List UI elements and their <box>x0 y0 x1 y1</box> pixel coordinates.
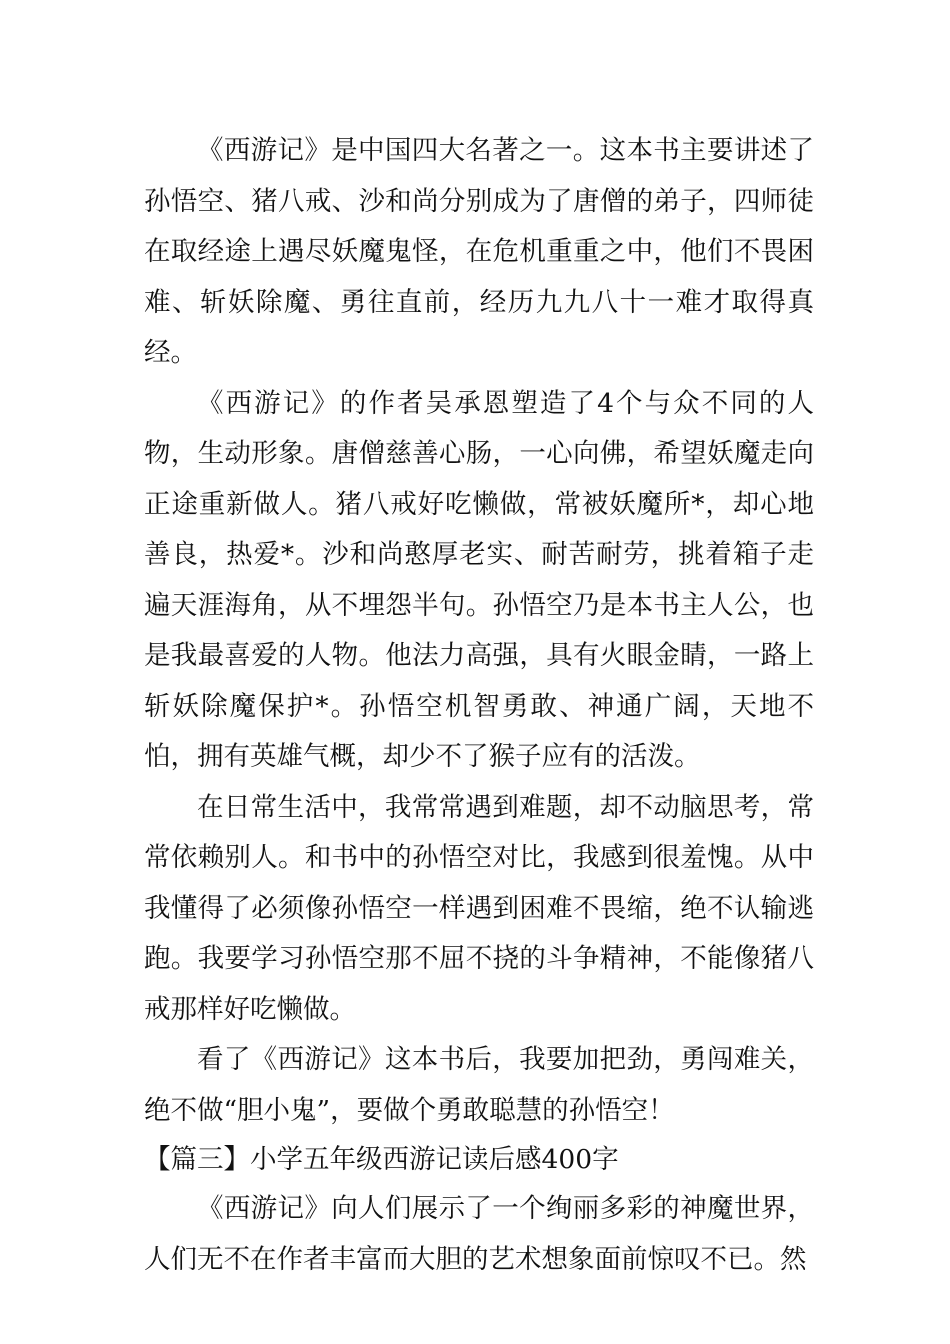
section-heading: 【篇三】小学五年级西游记读后感400字 <box>144 1144 619 1175</box>
paragraph-intro: 《西游记》是中国四大名著之一。这本书主要讲述了孙悟空、猪八戒、沙和尚分别成为了唐僧的弟子，四师徒在取经途上遇尽妖魔鬼怪，在危机重重之中，他们不畏困难、斩妖除魔、勇往直前，经历九九八十一难才取得真经。 <box>144 135 814 368</box>
paragraph-reflection: 在日常生活中，我常常遇到难题，却不动脑思考，常常依赖别人。和书中的孙悟空对比，我感到很羞愧。从中我懂得了必须像孙悟空一样遇到困难不畏缩，绝不认输逃跑。我要学习孙悟空那不屈不挠的斗争精神，不能像猪八戒那样好吃懒做。 <box>144 791 814 1025</box>
paragraph-section-three-start: 《西游记》向人们展示了一个绚丽多彩的神魔世界，人们无不在作者丰富而大胆的艺术想象面前惊叹不已。然 <box>144 1193 814 1275</box>
document-body <box>144 126 814 1285</box>
paragraph-conclusion: 看了《西游记》这本书后，我要加把劲，勇闯难关，绝不做“胆小鬼”，要做个勇敢聪慧的孙悟空！ <box>144 1044 814 1126</box>
paragraph-characters: 《西游记》的作者吴承恩塑造了4个与众不同的人物，生动形象。唐僧慈善心肠，一心向佛，希望妖魔走向正途重新做人。猪八戒好吃懒做，常被妖魔所*，却心地善良，热爱*。沙和尚憨厚老实、耐苦耐劳，挑着箱子走遍天涯海角，从不埋怨半句。孙悟空乃是本书主人公，也是我最喜爱的人物。他法力高强，具有火眼金睛，一路上斩妖除魔保护*。孙悟空机智勇敢、神通广阔，天地不怕，拥有英雄气概，却少不了猴子应有的活泼。 <box>144 387 814 772</box>
